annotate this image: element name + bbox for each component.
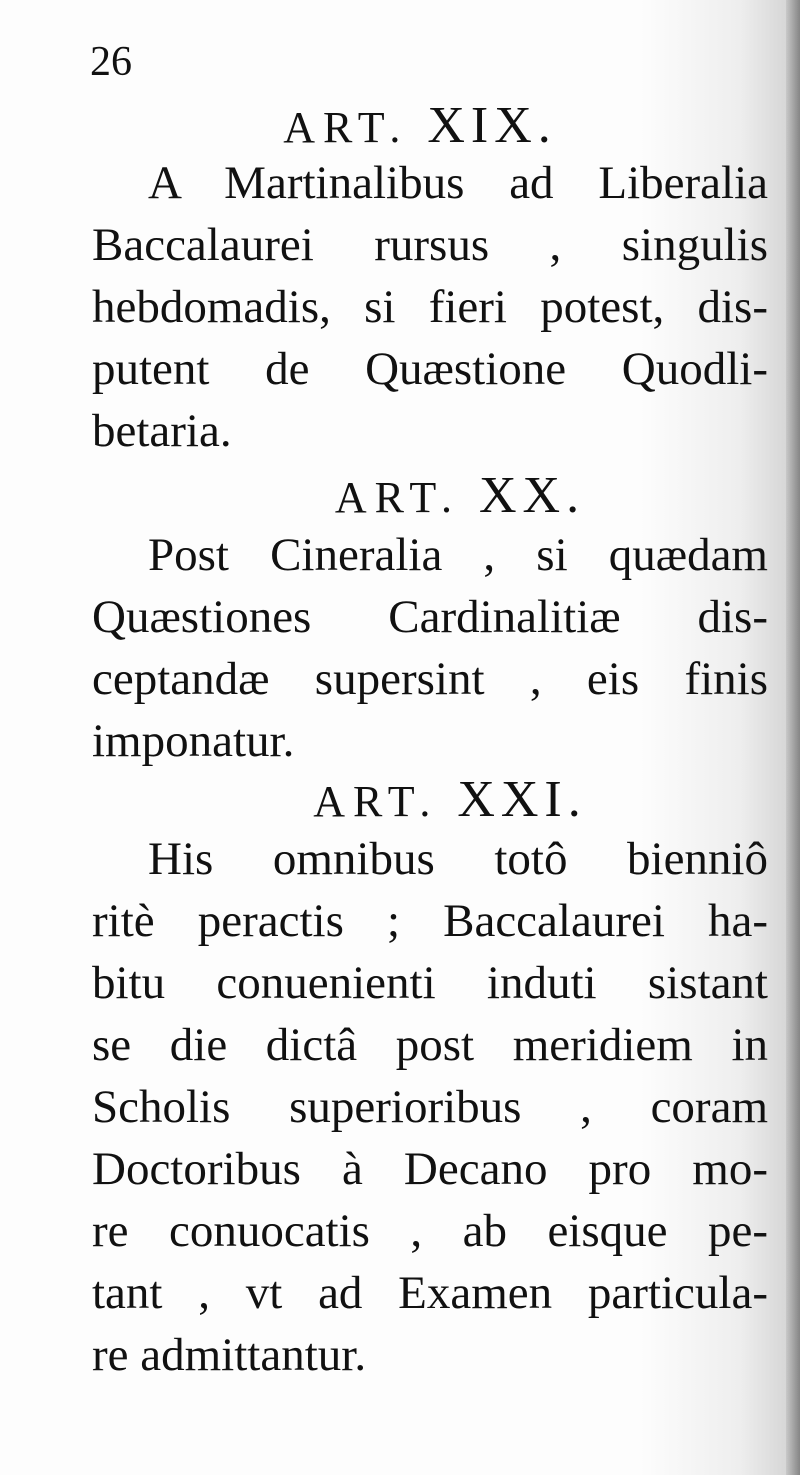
text-line: se die dictâ post meridiem in: [92, 1019, 768, 1071]
text-line: betaria.: [92, 405, 232, 457]
article-numeral: XX.: [478, 467, 586, 524]
article-heading-xx: [0, 466, 800, 528]
article-text-xxi: [92, 828, 768, 1386]
text-line: ritè peractis ; Baccalaurei ha-: [92, 895, 768, 947]
text-line: His omnibus totô bienniô: [148, 833, 768, 885]
article-text-xix: [92, 152, 768, 462]
text-line: A Martinalibus ad Liberalia: [148, 157, 768, 209]
text-line: hebdomadis, si fieri potest, dis-: [92, 281, 768, 333]
text-line: Scholis superioribus , coram: [92, 1081, 768, 1133]
text-line: Doctoribus à Decano pro mo-: [92, 1143, 768, 1195]
article-label: ART.: [313, 777, 439, 826]
text-line: re admittantur.: [92, 1329, 367, 1381]
text-line: tant , vt ad Examen particula-: [92, 1267, 768, 1319]
article-heading-xix: [0, 96, 800, 158]
page-edge-shadow: [786, 0, 800, 1475]
article-numeral: XXI.: [457, 771, 587, 828]
article-label: ART.: [334, 473, 460, 522]
article-numeral: XIX.: [427, 97, 557, 154]
text-line: putent de Quæstione Quodli-: [92, 343, 768, 395]
page-number: 26: [90, 39, 132, 85]
text-line: re conuocatis , ab eisque pe-: [92, 1205, 768, 1257]
text-line: Post Cineralia , si quædam: [148, 529, 768, 581]
article-label: ART.: [283, 103, 409, 152]
article-text-xx: [92, 524, 768, 772]
text-line: Quæstiones Cardinalitiæ dis-: [92, 591, 768, 643]
text-line: imponatur.: [92, 715, 295, 767]
article-heading-xxi: [0, 770, 800, 832]
text-line: Baccalaurei rursus , singulis: [92, 219, 768, 271]
text-line: ceptandæ supersint , eis finis: [92, 653, 768, 705]
text-line: bitu conuenienti induti sistant: [92, 957, 768, 1009]
